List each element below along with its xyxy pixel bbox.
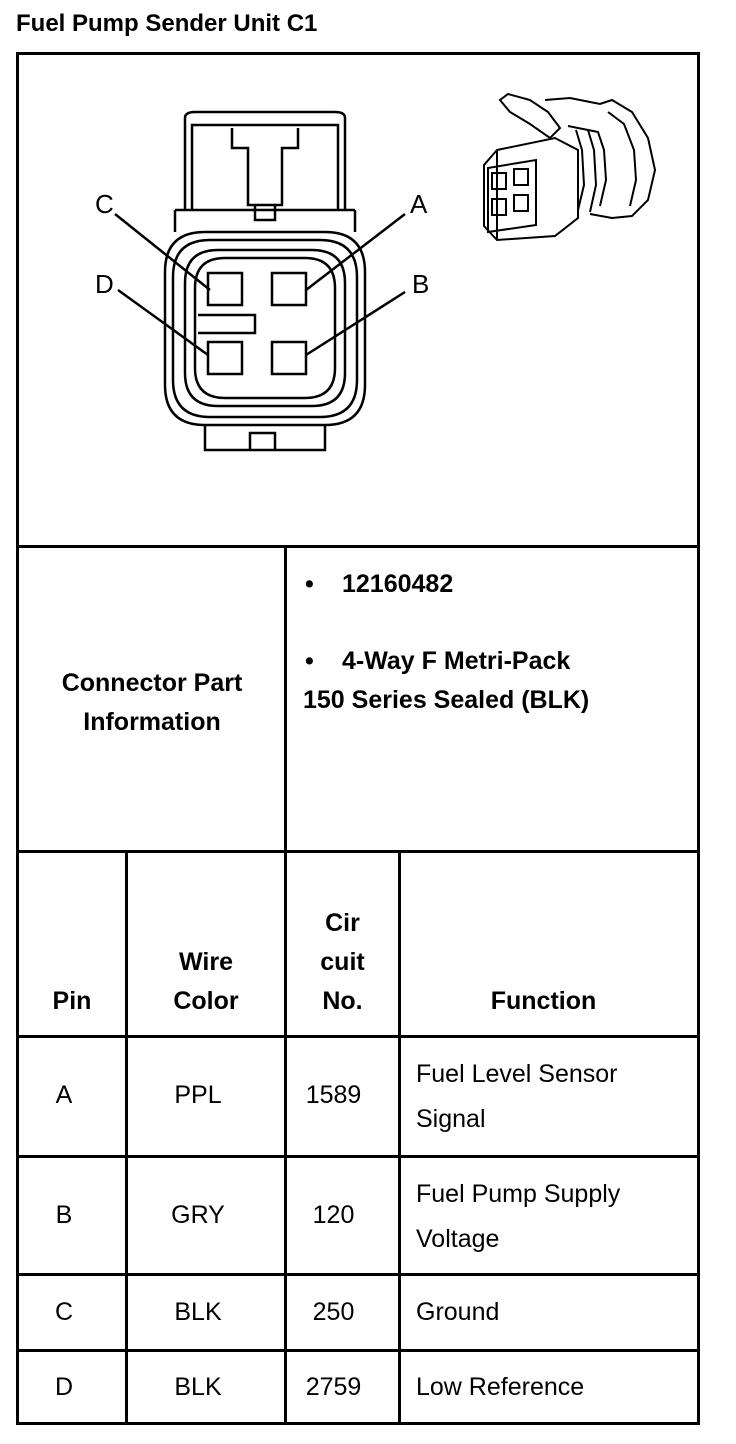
- bullet-icon: •: [305, 647, 314, 675]
- pin-label-b: B: [412, 269, 430, 299]
- table-cell-wire-color: GRY: [171, 1201, 225, 1229]
- table-cell-function: Ground: [416, 1298, 500, 1326]
- table-cell-circuit: 2759: [305, 1373, 362, 1401]
- header-pin: Pin: [52, 987, 92, 1015]
- bullet-icon: •: [305, 570, 314, 598]
- divider: [16, 1035, 700, 1038]
- table-cell-circuit: 1589: [305, 1081, 362, 1109]
- table-cell-circuit: 120: [312, 1201, 355, 1229]
- connector-part-info-label: Connector Part Information: [61, 669, 243, 736]
- pin-label-c: C: [95, 189, 114, 219]
- table-cell-pin: A: [55, 1081, 73, 1109]
- table-cell-circuit: 250: [312, 1298, 355, 1326]
- pin-label-a: A: [410, 189, 428, 219]
- page-title: Fuel Pump Sender Unit C1: [16, 10, 318, 37]
- divider: [125, 850, 128, 1425]
- table-cell-function: Fuel Pump Supply Voltage: [416, 1180, 621, 1253]
- divider: [16, 1349, 700, 1352]
- pin-label-d: D: [95, 269, 114, 299]
- part-number: 12160482: [342, 570, 454, 598]
- part-description-line1: 4-Way F Metri-Pack: [342, 647, 571, 675]
- table-cell-function: Fuel Level Sensor Signal: [416, 1060, 618, 1133]
- table-cell-function: Low Reference: [416, 1373, 585, 1401]
- table-cell-pin: D: [54, 1373, 74, 1401]
- divider: [398, 850, 401, 1425]
- part-description-line2: 150 Series Sealed (BLK): [303, 686, 590, 714]
- header-wire-color: Wire Color: [173, 948, 239, 1015]
- header-circuit-no: Cir cuit No.: [320, 909, 365, 1015]
- table-cell-wire-color: PPL: [174, 1081, 222, 1109]
- table-cell-wire-color: BLK: [174, 1298, 222, 1326]
- table-cell-pin: C: [54, 1298, 74, 1326]
- divider: [16, 850, 700, 853]
- table-cell-pin: B: [55, 1201, 73, 1229]
- divider: [16, 545, 700, 548]
- divider: [16, 1155, 700, 1158]
- table-cell-wire-color: BLK: [174, 1373, 222, 1401]
- header-function: Function: [490, 987, 597, 1015]
- divider: [16, 1273, 700, 1276]
- connector-face-diagram: [0, 0, 736, 545]
